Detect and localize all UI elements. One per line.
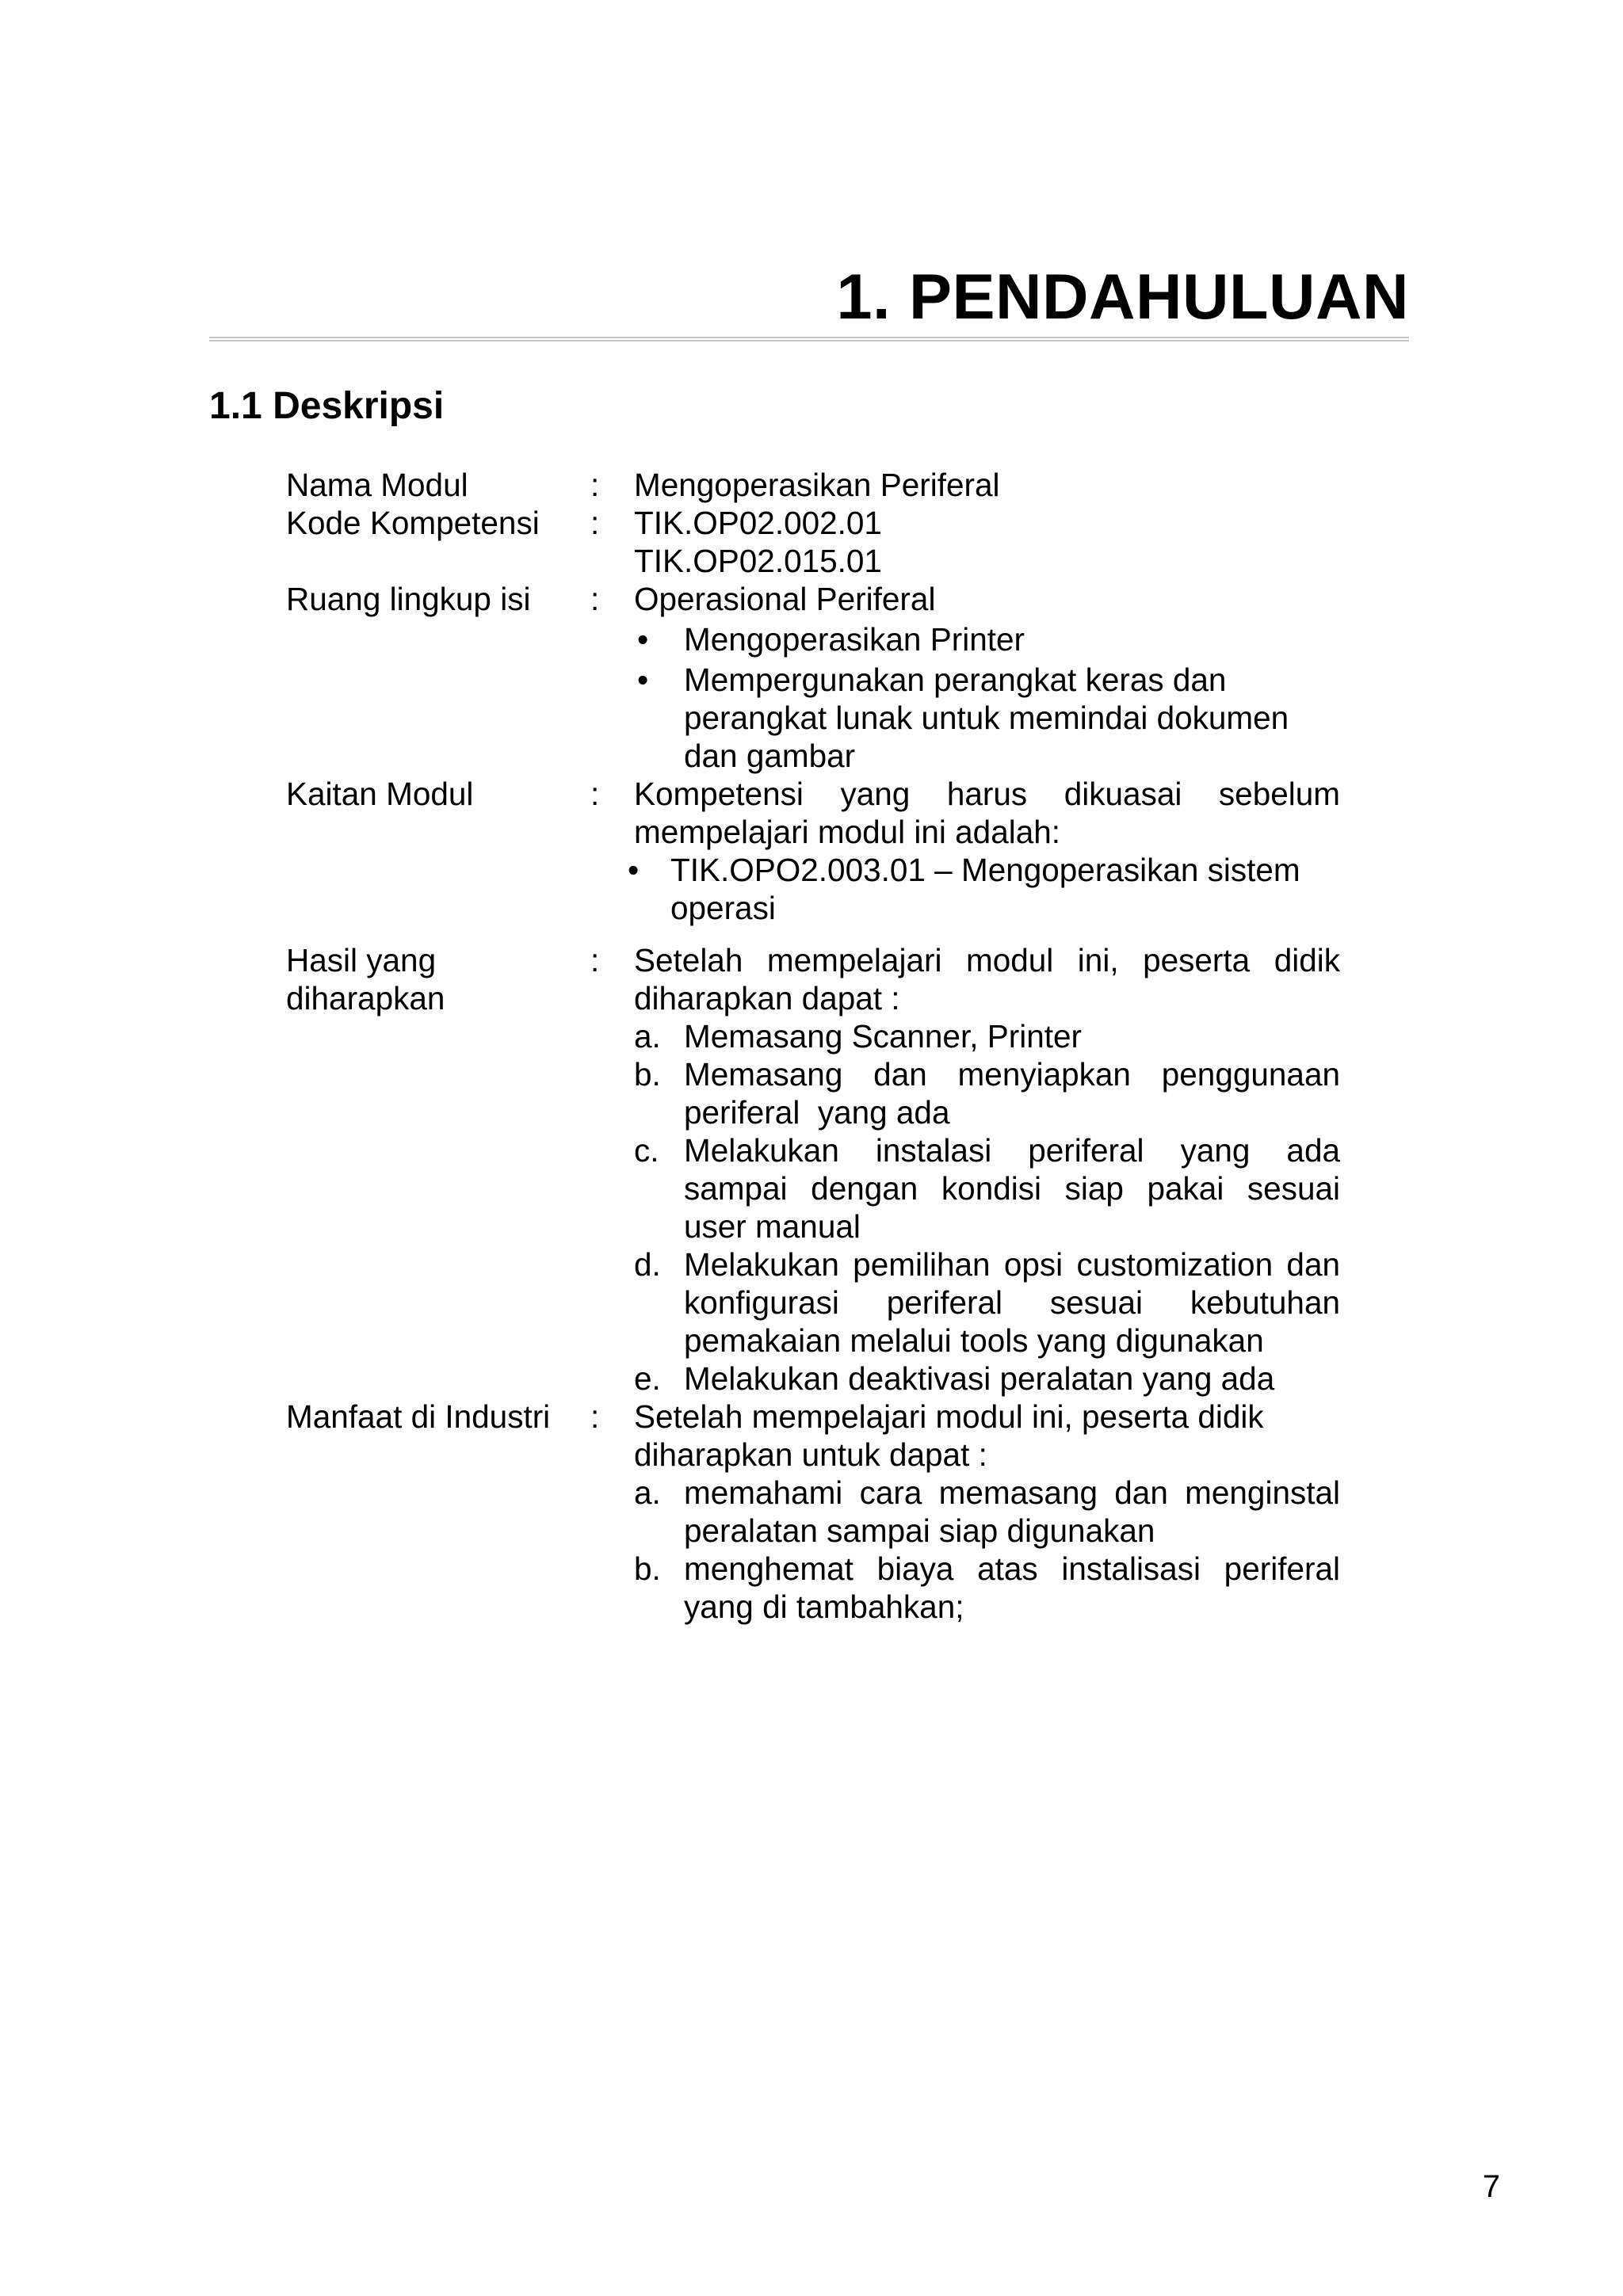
- text-line: TIK.OPO2.003.01 – Mengoperasikan sistem: [670, 852, 1300, 888]
- text-line: dan gambar: [684, 738, 856, 774]
- list-letter: d.: [634, 1246, 661, 1283]
- kaitan-modul-row: [286, 775, 1340, 927]
- list-item: [634, 1550, 1340, 1626]
- kode-kompetensi-values: [634, 504, 1340, 580]
- text-line: Melakukan instalasi periferal yang ada: [684, 1132, 1340, 1169]
- bullet-marker: •: [637, 621, 649, 658]
- list-item-text: [684, 661, 1289, 775]
- ruang-lingkup-row: [286, 580, 1340, 775]
- list-item-text: [670, 851, 1300, 927]
- text-line: Melakukan pemilihan opsi customization dan: [684, 1246, 1340, 1283]
- list-item-text: [684, 1474, 1340, 1550]
- colon-separator: :: [590, 505, 600, 541]
- text-line: Kompetensi yang harus dikuasai sebelum: [634, 776, 1340, 812]
- kode-kompetensi-row: [286, 504, 1340, 580]
- list-item: [628, 851, 1340, 927]
- list-letter: b.: [634, 1550, 661, 1587]
- kode-kompetensi-value: TIK.OP02.002.01: [634, 505, 882, 541]
- text-line: perangkat lunak untuk memindai dokumen: [684, 700, 1289, 736]
- page-number: 7: [1482, 2169, 1500, 2204]
- text-line: diharapkan dapat :: [634, 980, 900, 1016]
- ruang-lingkup-content: [634, 580, 1340, 775]
- list-letter: c.: [634, 1132, 659, 1169]
- text-line: sampai dengan kondisi siap pakai sesuai: [684, 1170, 1340, 1207]
- list-item-text: [684, 1017, 1340, 1055]
- list-item: [634, 1017, 1340, 1055]
- text-line: diharapkan untuk dapat :: [634, 1436, 987, 1473]
- text-line: mempelajari modul ini adalah:: [634, 814, 1061, 850]
- list-letter: a.: [634, 1474, 661, 1511]
- hasil-content: [634, 941, 1340, 1398]
- nama-modul-row: [286, 466, 1340, 504]
- text-line: peralatan sampai siap digunakan: [684, 1512, 1155, 1549]
- chapter-title: 1. PENDAHULUAN: [836, 261, 1409, 333]
- list-item: [634, 1131, 1340, 1245]
- list-item-text: [684, 1550, 1340, 1626]
- nama-modul-label: Nama Modul: [286, 467, 468, 503]
- text-line: Melakukan deaktivasi peralatan yang ada: [684, 1360, 1275, 1397]
- text-line: yang di tambahkan;: [684, 1589, 964, 1625]
- nama-modul-value: Mengoperasikan Periferal: [634, 467, 1000, 503]
- list-letter: b.: [634, 1056, 661, 1093]
- text-line: operasi: [670, 890, 776, 926]
- list-item: [634, 620, 1340, 658]
- manfaat-row: [286, 1398, 1340, 1626]
- manfaat-content: [634, 1398, 1340, 1626]
- list-letter: e.: [634, 1360, 661, 1397]
- module-description: [286, 466, 1340, 1626]
- section-title: Deskripsi: [273, 385, 445, 427]
- section-heading: [209, 383, 444, 430]
- text-line: Mengoperasikan Printer: [684, 621, 1025, 658]
- list-letter: a.: [634, 1018, 661, 1055]
- hasil-row: [286, 941, 1340, 1398]
- colon-separator: :: [590, 1398, 600, 1435]
- text-line: pemakaian melalui tools yang digunakan: [684, 1322, 1264, 1359]
- ruang-lingkup-value: Operasional Periferal: [634, 581, 936, 617]
- list-item-text: [684, 1055, 1340, 1131]
- kaitan-modul-content: [628, 775, 1340, 927]
- list-item: [634, 661, 1340, 775]
- text-line: konfigurasi periferal sesuai kebutuhan: [684, 1284, 1340, 1321]
- list-item-text: [684, 1131, 1340, 1245]
- list-item: [634, 1474, 1340, 1550]
- text-line: Hasil yang: [286, 942, 437, 978]
- bullet-marker: •: [637, 662, 649, 698]
- kode-kompetensi-value: TIK.OP02.015.01: [634, 543, 882, 579]
- section-number: 1.1: [209, 385, 262, 427]
- title-divider: [209, 337, 1409, 341]
- text-line: Memasang Scanner, Printer: [684, 1018, 1082, 1055]
- list-item-text: [684, 1360, 1340, 1398]
- text-line: periferal yang ada: [684, 1094, 950, 1131]
- colon-separator: :: [590, 776, 600, 812]
- colon-separator: :: [590, 467, 600, 503]
- text-line: menghemat biaya atas instalisasi periferal: [684, 1550, 1340, 1587]
- colon-separator: :: [590, 942, 600, 978]
- list-item-text: [684, 620, 1025, 658]
- text-line: memahami cara memasang dan menginstal: [684, 1474, 1340, 1511]
- hasil-label: [286, 941, 590, 1398]
- text-line: Setelah mempelajari modul ini, peserta didik: [634, 1398, 1264, 1435]
- text-line: user manual: [684, 1208, 861, 1245]
- text-line: diharapkan: [286, 980, 445, 1016]
- kode-kompetensi-label: Kode Kompetensi: [286, 505, 540, 541]
- list-item-text: [684, 1245, 1340, 1360]
- ruang-lingkup-label: Ruang lingkup isi: [286, 581, 531, 617]
- text-line: Mempergunakan perangkat keras dan: [684, 662, 1227, 698]
- list-item: [634, 1360, 1340, 1398]
- kaitan-modul-label: Kaitan Modul: [286, 776, 474, 812]
- text-line: Memasang dan menyiapkan penggunaan: [684, 1056, 1340, 1093]
- list-item: [634, 1245, 1340, 1360]
- list-item: [634, 1055, 1340, 1131]
- colon-separator: :: [590, 581, 600, 617]
- text-line: Setelah mempelajari modul ini, peserta didik: [634, 942, 1340, 978]
- bullet-marker: •: [628, 852, 640, 888]
- manfaat-label: Manfaat di Industri: [286, 1398, 551, 1435]
